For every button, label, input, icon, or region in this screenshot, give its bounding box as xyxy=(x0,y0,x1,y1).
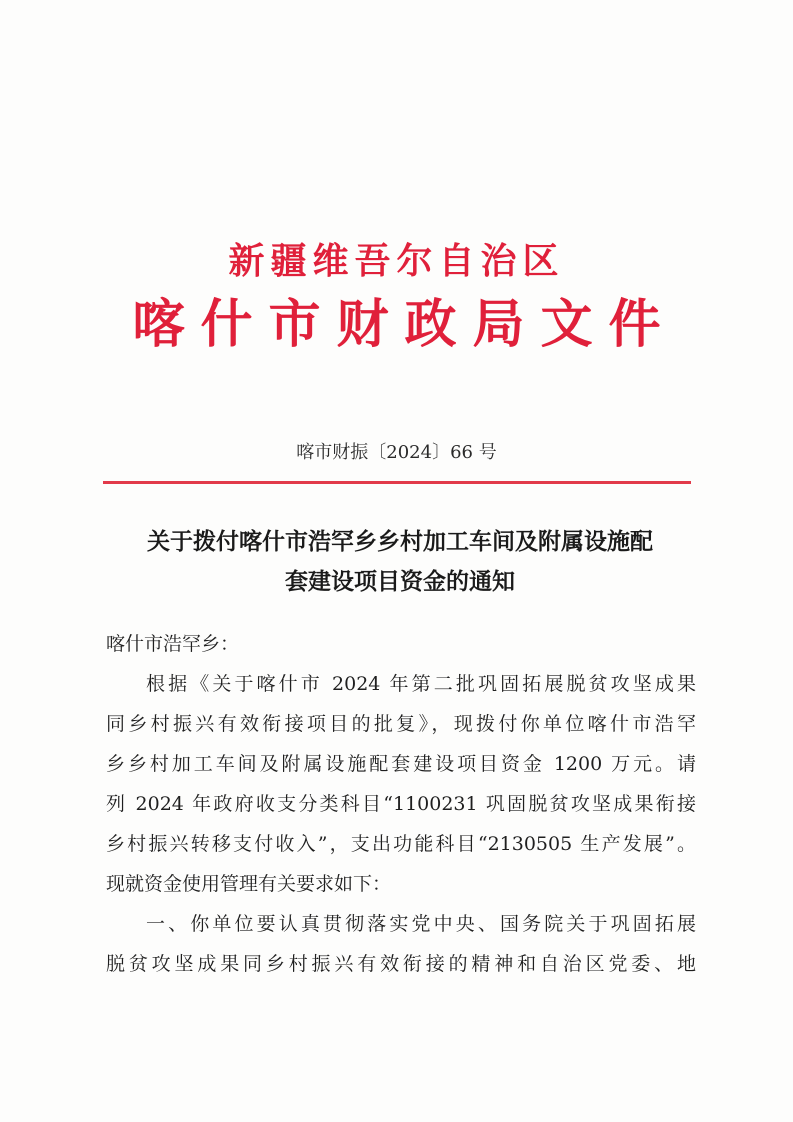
document-body xyxy=(106,624,696,984)
document-title xyxy=(90,522,710,602)
body-line: 乡乡村加工车间及附属设施配套建设项目资金 1200 万元。请 xyxy=(106,753,696,775)
title-line-2: 套建设项目资金的通知 xyxy=(285,568,515,595)
body-line: 脱贫攻坚成果同乡村振兴有效衔接的精神和自治区党委、地 xyxy=(106,953,696,975)
issuer-region-heading: 新疆维吾尔自治区 xyxy=(228,240,565,282)
issuer-bureau-heading: 喀什市财政局文件 xyxy=(132,294,677,355)
body-line: 一、你单位要认真贯彻落实党中央、国务院关于巩固拓展 xyxy=(146,913,696,935)
body-line: 同乡村振兴有效衔接项目的批复》，现拨付你单位喀什市浩罕 xyxy=(106,713,696,735)
body-line: 乡村振兴转移支付收入”，支出功能科目“2130505 生产发展”。 xyxy=(106,833,696,855)
document-number: 喀市财振〔2024〕66 号 xyxy=(296,442,497,463)
body-line: 列 2024 年政府收支分类科目“1100231 巩固脱贫攻坚成果衔接 xyxy=(106,793,696,815)
body-line: 现就资金使用管理有关要求如下： xyxy=(106,873,392,895)
title-line-1: 关于拨付喀什市浩罕乡乡村加工车间及附属设施配 xyxy=(147,528,653,555)
red-divider-line xyxy=(103,481,691,484)
body-line: 根据《关于喀什市 2024 年第二批巩固拓展脱贫攻坚成果 xyxy=(146,673,696,695)
salutation: 喀什市浩罕乡： xyxy=(106,633,240,655)
